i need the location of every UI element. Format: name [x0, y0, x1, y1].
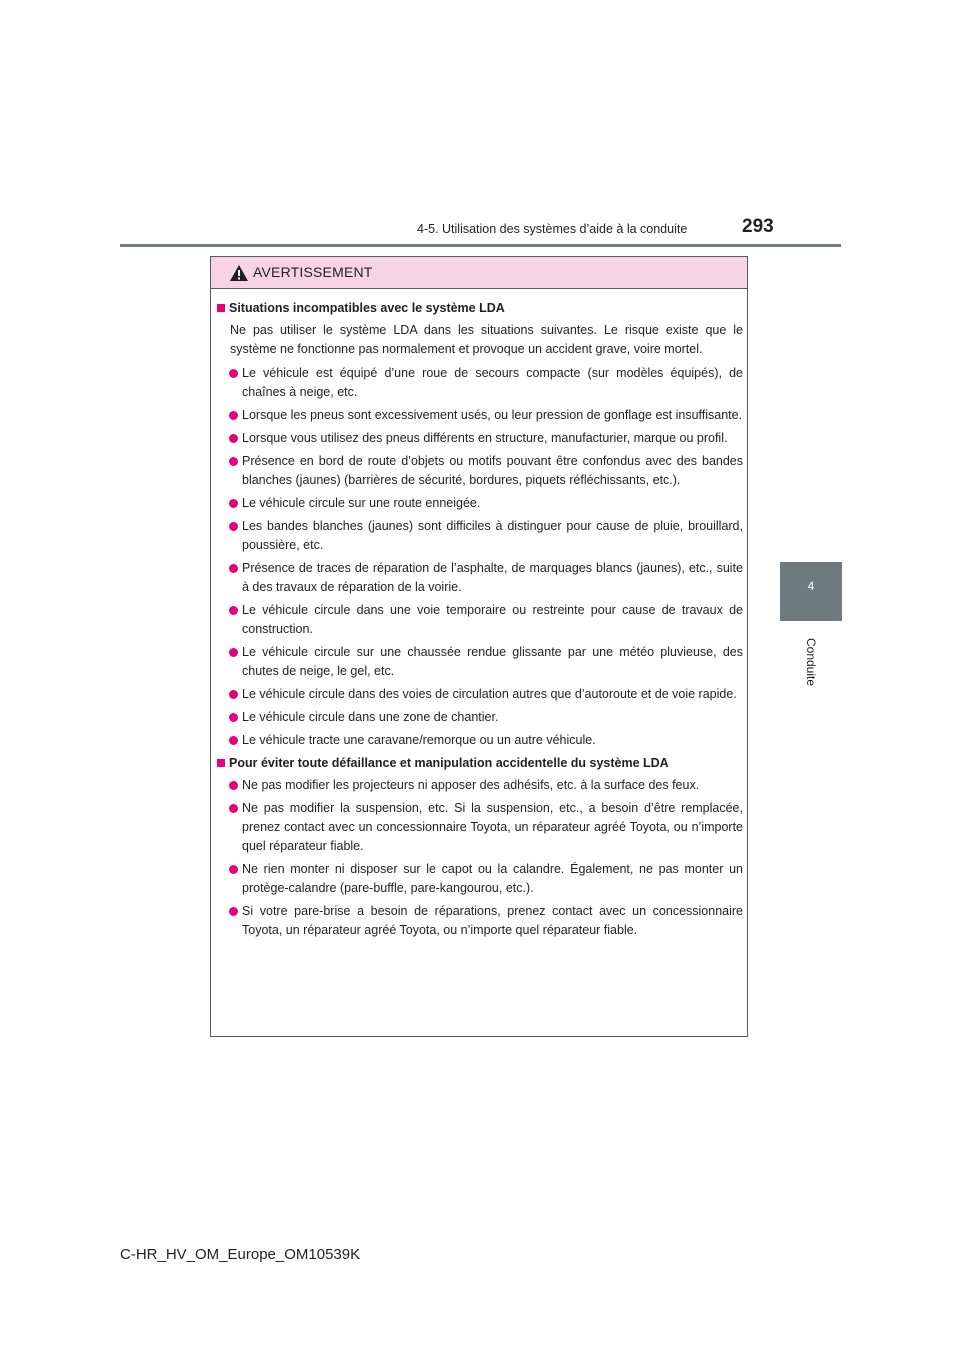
circle-bullet-icon [229, 648, 238, 657]
warning-header [211, 257, 747, 289]
list-item-text: Le véhicule circule dans des voies de circulation autres que d’autoroute et de voie rapide. [242, 687, 737, 701]
circle-bullet-icon [229, 606, 238, 615]
section-title-text: Situations incompatibles avec le système LDA [229, 301, 505, 315]
list-item-text: Le véhicule circule sur une chaussée rendue glissante par une météo pluvieuse, des chutes de neige, le gel, etc. [242, 645, 743, 678]
circle-bullet-icon [229, 865, 238, 874]
section-intro: Ne pas utiliser le système LDA dans les situations suivantes. Le risque existe que le système ne fonctionne pas normalement et provoque un accident grave, voire mortel. [230, 323, 743, 356]
circle-bullet-icon [229, 690, 238, 699]
list-item [217, 406, 743, 425]
circle-bullet-icon [229, 522, 238, 531]
circle-bullet-icon [229, 564, 238, 573]
list-item-text: Le véhicule circule dans une zone de chantier. [242, 710, 499, 724]
circle-bullet-icon [229, 736, 238, 745]
section-title-text: Pour éviter toute défaillance et manipulation accidentelle du système LDA [229, 756, 669, 770]
circle-bullet-icon [229, 907, 238, 916]
list-item [217, 799, 743, 856]
list-item-text: Ne rien monter ni disposer sur le capot ou la calandre. Également, ne pas monter un protège-calandre (pare-buffle, pare-kangourou, etc.). [242, 862, 743, 895]
list-item-text: Le véhicule est équipé d’une roue de secours compacte (sur modèles équipés), de chaînes à neige, etc. [242, 366, 743, 399]
list-item-text: Les bandes blanches (jaunes) sont difficiles à distinguer pour cause de pluie, brouillard, poussière, etc. [242, 519, 743, 552]
circle-bullet-icon [229, 457, 238, 466]
circle-bullet-icon [229, 713, 238, 722]
circle-bullet-icon [229, 499, 238, 508]
circle-bullet-icon [229, 369, 238, 378]
list-item-text: Présence de traces de réparation de l’asphalte, de marquages blancs (jaunes), etc., suite à des travaux de réparation de la voirie. [242, 561, 743, 594]
list-item [217, 643, 743, 681]
list-item [217, 860, 743, 898]
list-item-text: Le véhicule tracte une caravane/remorque ou un autre véhicule. [242, 733, 596, 747]
circle-bullet-icon [229, 434, 238, 443]
circle-bullet-icon [229, 411, 238, 420]
list-item-text: Ne pas modifier la suspension, etc. Si la suspension, etc., a besoin d’être remplacée, prenez contact avec un concessionnaire Toyota, un réparateur agréé Toyota, ou n’importe quel réparateur fiable. [242, 801, 743, 853]
chapter-number: 4 [807, 579, 815, 593]
warning-box [210, 256, 748, 1037]
section-heading: 4-5. Utilisation des systèmes d’aide à la conduite [417, 222, 688, 236]
circle-bullet-icon [229, 781, 238, 790]
warning-body [211, 289, 747, 940]
list-item [217, 776, 743, 795]
square-bullet-icon [217, 759, 225, 767]
list-item [217, 517, 743, 555]
warning-title: AVERTISSEMENT [253, 264, 373, 280]
list-item-text: Si votre pare-brise a besoin de réparations, prenez contact avec un concessionnaire Toyota, un réparateur agréé Toyota, ou n’importe quel réparateur fiable. [242, 904, 743, 937]
list-item [217, 902, 743, 940]
header-divider [120, 244, 841, 247]
list-item [217, 708, 743, 727]
square-bullet-icon [217, 304, 225, 312]
list-item [217, 494, 743, 513]
list-item [217, 601, 743, 639]
section-title [217, 299, 743, 318]
list-item-text: Le véhicule circule dans une voie temporaire ou restreinte pour cause de travaux de construction. [242, 603, 743, 636]
chapter-label: Conduite [804, 637, 818, 687]
warning-triangle-icon [229, 264, 249, 282]
list-item [217, 364, 743, 402]
list-item [217, 731, 743, 750]
list-item [217, 429, 743, 448]
list-item-text: Le véhicule circule sur une route enneigée. [242, 496, 481, 510]
document-code: C-HR_HV_OM_Europe_OM10539K [120, 1246, 361, 1263]
list-item [217, 559, 743, 597]
list-item-text: Présence en bord de route d’objets ou motifs pouvant être confondus avec des bandes blanches (jaunes) (barrières de sécurité, bordures, piquets réfléchissants, etc.). [242, 454, 743, 487]
list-item-text: Lorsque vous utilisez des pneus différents en structure, manufacturier, marque ou profil. [242, 431, 728, 445]
section-title [217, 754, 743, 773]
list-item [217, 685, 743, 704]
list-item [217, 452, 743, 490]
list-item-text: Ne pas modifier les projecteurs ni apposer des adhésifs, etc. à la surface des feux. [242, 778, 700, 792]
list-item-text: Lorsque les pneus sont excessivement usés, ou leur pression de gonflage est insuffisante. [242, 408, 743, 422]
chapter-tab [780, 562, 842, 621]
page-number: 293 [742, 216, 774, 237]
circle-bullet-icon [229, 804, 238, 813]
